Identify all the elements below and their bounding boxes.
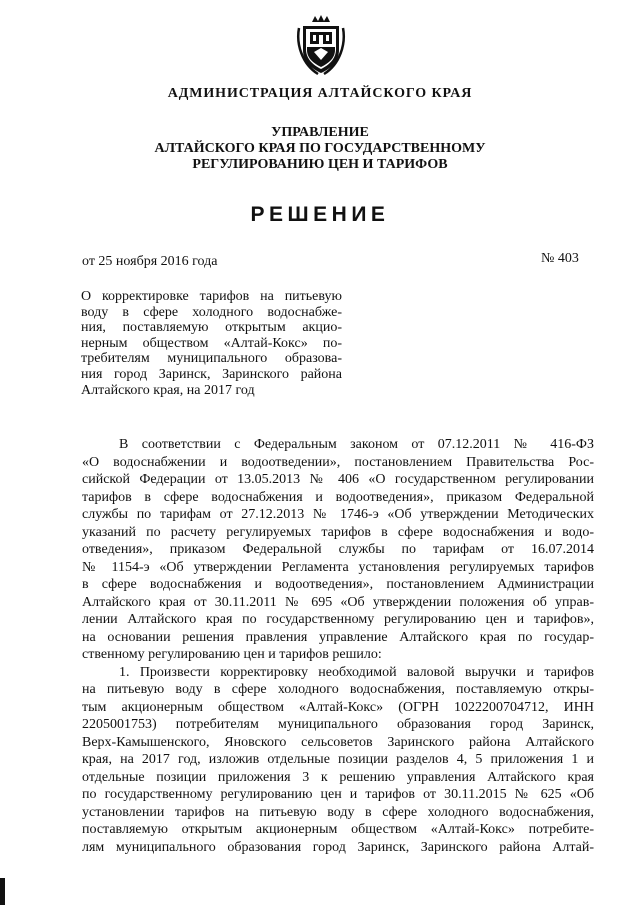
body-line: Верх-Камышенского, Яновского сельсоветов Заринского района Алтайского — [82, 734, 594, 750]
subject-line: Алтайского края, на 2017 год — [81, 382, 255, 398]
body-line: края, на 2017 год, изложив отдельные позиции разделов 4, 5 приложения 1 и — [82, 752, 594, 767]
body-line: тарифов в сфере водоснабжения и водоотведения», приказом Федеральной — [82, 489, 594, 505]
body-line: № 1154-э «Об утверждении Регламента установления регулируемых тарифов — [82, 559, 594, 575]
document-body — [82, 436, 594, 856]
subject-line: ния, поставляемую открытым акцио- — [81, 320, 342, 336]
body-line: на питьевую воду в сфере холодного водоснабжения, поставляемую откры- — [82, 682, 594, 697]
body-line: 2205001753) потребителям муниципального образования город Заринск, — [82, 717, 594, 732]
body-line: установлении тарифов на питьевую воду в сфере холодного водоснабжения, — [82, 804, 594, 820]
emblem-graphic — [296, 14, 346, 76]
department-line: АЛТАЙСКОГО КРАЯ ПО ГОСУДАРСТВЕННОМУ — [154, 141, 486, 156]
body-line: лении Алтайского края по государственному регулированию цен и тарифов», — [82, 612, 594, 627]
body-line: указаний по расчету регулируемых тарифов в сфере водоснабжения и водо- — [82, 524, 594, 540]
body-line: тым акционерным обществом «Алтай-Кокс» (ОГРН 1022200704712, ИНН — [82, 699, 594, 715]
department-line: УПРАВЛЕНИЕ — [271, 125, 369, 140]
scan-edge-mark — [0, 878, 5, 905]
body-line: «О водоснабжении и водоотведении», постановлением Правительства Рос- — [82, 454, 594, 470]
document-date: от 25 ноября 2016 года — [82, 254, 218, 269]
body-line: службы по тарифам от 27.12.2013 № 1746-э «Об утверждении Методических — [82, 507, 594, 522]
body-line: отдельные позиции приложения 3 к решению управления Алтайского края — [82, 769, 594, 785]
body-line: по государственному регулированию цен и тарифов от 30.11.2015 № 625 «Об — [82, 787, 594, 802]
subject-line: воду в сфере холодного водоснабже- — [81, 304, 342, 320]
organization-name: АДМИНИСТРАЦИЯ АЛТАЙСКОГО КРАЯ — [167, 86, 473, 101]
body-line: отведения», приказом Федеральной службы по тарифам от 16.07.2014 — [82, 542, 594, 557]
document-type-title: РЕШЕНИЕ — [250, 203, 390, 226]
body-line: поставляемую открытым акционерным обществом «Алтай-Кокс» потребите- — [82, 822, 594, 837]
altai-krai-coat-of-arms-icon — [296, 14, 346, 76]
body-line: В соответствии с Федеральным законом от 07.12.2011 № 416-ФЗ — [119, 437, 594, 452]
department-line: РЕГУЛИРОВАНИЮ ЦЕН И ТАРИФОВ — [192, 157, 448, 172]
subject-line: нерным обществом «Алтай-Кокс» по- — [81, 335, 342, 351]
body-line: сийской Федерации от 13.05.2013 № 406 «О государственном регулировании — [82, 472, 594, 487]
document-number: № 403 — [541, 251, 579, 266]
document-subject — [81, 289, 342, 398]
body-line: Алтайского края от 30.11.2011 № 695 «Об утверждении положения об управ- — [82, 594, 594, 610]
department-name — [0, 125, 640, 173]
body-line: 1. Произвести корректировку необходимой валовой выручки и тарифов — [119, 664, 594, 680]
body-line: на основании решения правления управление Алтайского края по государ- — [82, 629, 594, 645]
body-line: в сфере водоснабжения и водоотведения», постановлением Администрации — [82, 577, 594, 592]
subject-line: О корректировке тарифов на питьевую — [81, 289, 342, 304]
subject-line: требителям муниципального образова- — [81, 351, 342, 367]
body-line: лям муниципального образования город Заринск, Заринского района Алтай- — [82, 839, 594, 855]
body-line: ственному регулированию цен и тарифов решило: — [82, 647, 382, 662]
subject-line: ния город Заринск, Заринского района — [81, 366, 342, 382]
